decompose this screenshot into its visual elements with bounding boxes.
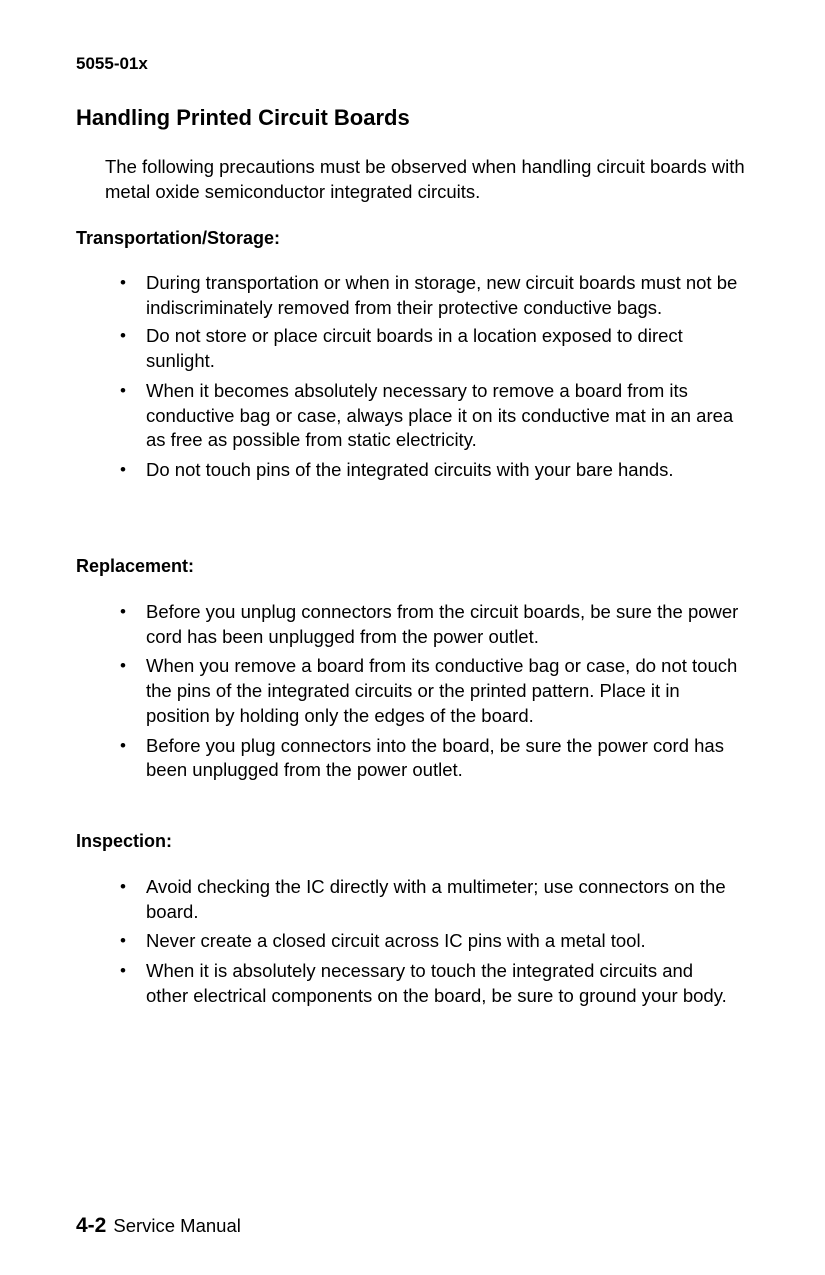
list-item-text: When it is absolutely necessary to touch the integrated circuits and other electrical components on the board, be sure to ground your body.	[146, 960, 727, 1006]
list-item	[120, 458, 740, 483]
list-item	[120, 379, 740, 453]
list-item	[120, 271, 740, 320]
bullet-icon: •	[120, 735, 126, 755]
list-item	[120, 959, 740, 1008]
page-title: Handling Printed Circuit Boards	[76, 105, 410, 130]
bullet-icon: •	[120, 459, 126, 479]
list-item	[120, 600, 740, 649]
bullet-icon: •	[120, 961, 126, 981]
list-item-text: Before you unplug connectors from the circuit boards, be sure the power cord has been unplugged from the power outlet.	[146, 601, 739, 647]
list-item-text: Do not store or place circuit boards in a location exposed to direct sunlight.	[146, 325, 683, 372]
bullet-icon: •	[120, 656, 126, 676]
page-footer	[76, 1212, 241, 1242]
section-heading-replacement: Replacement:	[76, 556, 195, 576]
list-item-text: When you remove a board from its conductive bag or case, do not touch the pins of the integrated circuits or the printed pattern. Place it in position by holding only the edges of the board.	[146, 655, 738, 726]
bullet-icon: •	[120, 877, 126, 896]
doc-code: 5055-01x	[76, 54, 148, 73]
footer-manual-title: Service Manual	[113, 1215, 241, 1236]
bullet-list-transportation-storage	[120, 271, 740, 488]
intro-paragraph: The following precautions must be observed when handling circuit boards with metal oxide semiconductor integrated circuits.	[105, 156, 745, 202]
list-item	[120, 324, 740, 373]
list-item-text: Avoid checking the IC directly with a multimeter; use connectors on the board.	[146, 876, 726, 922]
bullet-list-replacement	[120, 600, 740, 788]
list-item	[120, 654, 740, 728]
list-item-text: During transportation or when in storage, new circuit boards must not be indiscriminately removed from their protective conductive bags.	[146, 272, 738, 318]
section-heading-inspection: Inspection:	[76, 831, 173, 851]
bullet-icon: •	[120, 380, 126, 400]
list-item	[120, 929, 740, 954]
list-item-text: Do not touch pins of the integrated circuits with your bare hands.	[146, 458, 674, 480]
bullet-list-inspection	[120, 875, 740, 1014]
section-heading-transportation-storage: Transportation/Storage:	[76, 228, 281, 248]
bullet-icon: •	[120, 931, 126, 951]
list-item-text: Never create a closed circuit across IC pins with a metal tool.	[146, 930, 646, 952]
list-item-text: When it becomes absolutely necessary to remove a board from its conductive bag or case, always place it on its conductive mat in an area as free as possible from static electricity.	[146, 379, 734, 451]
bullet-icon: •	[120, 326, 126, 346]
list-item	[120, 734, 740, 783]
footer-page-number: 4-2	[76, 1214, 107, 1237]
bullet-icon: •	[120, 602, 126, 621]
list-item-text: Before you plug connectors into the board, be sure the power cord has been unplugged from the power outlet.	[146, 734, 724, 781]
list-item	[120, 875, 740, 924]
bullet-icon: •	[120, 273, 126, 292]
